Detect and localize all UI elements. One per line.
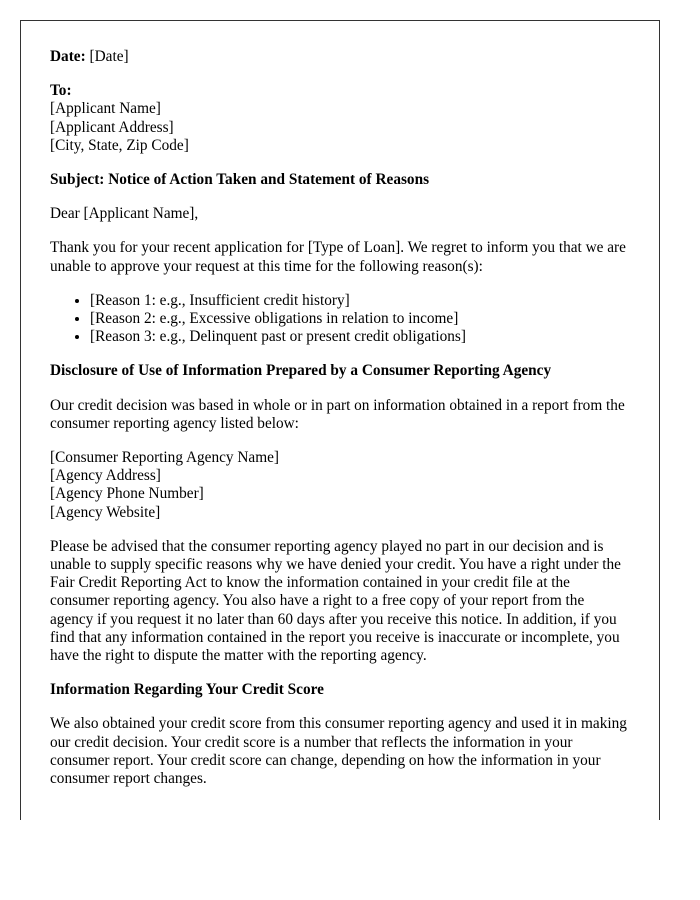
score-paragraph: We also obtained your credit score from this consumer reporting agency and used it in making our credit decision. Your credit score is a number that reflects the information in your consumer report. Your credit score can change, depending on how the information in your consumer report changes. bbox=[50, 715, 627, 788]
agency-address: [Agency Address] bbox=[50, 467, 161, 485]
disclosure-paragraph: Our credit decision was based in whole or in part on information obtained in a report from the consumer reporting agency listed below: bbox=[50, 396, 625, 432]
recipient-name: [Applicant Name] bbox=[50, 100, 161, 118]
to-label: To: bbox=[50, 82, 72, 100]
date-label: Date: bbox=[50, 48, 86, 65]
date-value: [Date] bbox=[89, 48, 129, 65]
salutation: Dear [Applicant Name], bbox=[50, 205, 199, 223]
list-item: • [Reason 2: e.g., Excessive obligations in relation to income] bbox=[90, 310, 630, 328]
disclosure-heading: Disclosure of Use of Information Prepared by a Consumer Reporting Agency bbox=[50, 362, 552, 380]
agency-website: [Agency Website] bbox=[50, 503, 161, 521]
subject-line: Subject: Notice of Action Taken and Statement of Reasons bbox=[50, 171, 430, 189]
list-item: • [Reason 3: e.g., Delinquent past or present credit obligations] bbox=[90, 328, 630, 346]
recipient-address: [Applicant Address] bbox=[50, 118, 174, 136]
advisory-paragraph: Please be advised that the consumer reporting agency played no part in our decision and is unable to supply specific reasons why we have denied your credit. You have a right under the Fair Credit Reporting Act to know the information contained in your credit file at the consumer reporting agency. You also have a right to a free copy of your report from the agency if you request it no later than 60 days after you receive this notice. In addition, if you find that any information contained in the report you receive is inaccurate or incomplete, you have the right to dispute the matter with the reporting agency. bbox=[50, 537, 621, 665]
list-item: • [Reason 1: e.g., Insufficient credit history] bbox=[90, 292, 630, 310]
recipient-block bbox=[50, 82, 630, 155]
date-line bbox=[50, 48, 630, 66]
agency-name: [Consumer Reporting Agency Name] bbox=[50, 449, 279, 467]
intro-paragraph: Thank you for your recent application for [Type of Loan]. We regret to inform you that we are unable to approve your request at this time for the following reason(s): bbox=[50, 239, 626, 275]
letter-page bbox=[20, 20, 660, 820]
score-heading: Information Regarding Your Credit Score bbox=[50, 681, 324, 699]
agency-phone: [Agency Phone Number] bbox=[50, 485, 204, 503]
agency-block bbox=[50, 449, 630, 522]
recipient-city: [City, State, Zip Code] bbox=[50, 136, 189, 154]
reasons-list bbox=[50, 292, 630, 347]
